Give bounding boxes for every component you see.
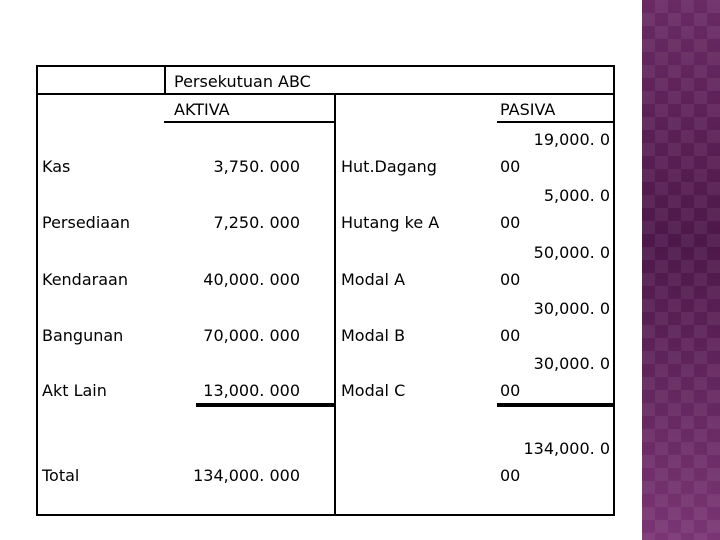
decorative-side-panel	[642, 0, 720, 540]
aktiva-label-akt-lain: Akt Lain	[42, 381, 107, 400]
pasiva-value-top-modal-a: 50,000. 0	[533, 243, 610, 262]
aktiva-label-kendaraan: Kendaraan	[42, 270, 128, 289]
pasiva-value-bottom-hutang-ke-a: 00	[500, 213, 521, 232]
aktiva-underline	[164, 121, 335, 123]
aktiva-value-akt-lain: 13,000. 000	[203, 381, 300, 400]
total-aktiva-value: 134,000. 000	[193, 466, 300, 485]
company-title: Persekutuan ABC	[174, 72, 311, 91]
aktiva-label-persediaan: Persediaan	[42, 213, 131, 232]
pasiva-value-top-hutang-ke-a: 5,000. 0	[543, 186, 610, 205]
pasiva-label-modal-a: Modal A	[341, 270, 406, 289]
pasiva-value-top-modal-b: 30,000. 0	[533, 299, 610, 318]
pasiva-label-modal-b: Modal B	[341, 326, 406, 345]
aktiva-value-kas: 3,750. 000	[213, 157, 300, 176]
aktiva-value-bangunan: 70,000. 000	[203, 326, 300, 345]
pasiva-label-hutang-ke-a: Hutang ke A	[341, 213, 440, 232]
pasiva-label-hut-dagang: Hut.Dagang	[341, 157, 437, 176]
aktiva-label-bangunan: Bangunan	[42, 326, 124, 345]
pasiva-title: PASIVA	[500, 100, 556, 119]
pasiva-underline	[497, 121, 615, 123]
aktiva-value-kendaraan: 40,000. 000	[203, 270, 300, 289]
pasiva-value-bottom-modal-c: 00	[500, 381, 521, 400]
aktiva-label-kas: Kas	[42, 157, 71, 176]
aktiva-sum-line	[196, 403, 334, 407]
pasiva-label-modal-c: Modal C	[341, 381, 406, 400]
pasiva-value-bottom-hut-dagang: 00	[500, 157, 521, 176]
total-label: Total	[42, 466, 80, 485]
aktiva-value-persediaan: 7,250. 000	[213, 213, 300, 232]
total-pasiva-value-top: 134,000. 0	[523, 439, 610, 458]
center-divider	[334, 95, 336, 516]
pasiva-value-bottom-modal-b: 00	[500, 326, 521, 345]
header-left-divider	[164, 65, 166, 95]
pasiva-value-top-hut-dagang: 19,000. 0	[533, 130, 610, 149]
aktiva-title: AKTIVA	[174, 100, 230, 119]
pasiva-sum-line	[497, 403, 615, 407]
total-pasiva-value-bottom: 00	[500, 466, 521, 485]
pasiva-value-bottom-modal-a: 00	[500, 270, 521, 289]
pasiva-value-top-modal-c: 30,000. 0	[533, 354, 610, 373]
header-divider	[36, 93, 615, 95]
